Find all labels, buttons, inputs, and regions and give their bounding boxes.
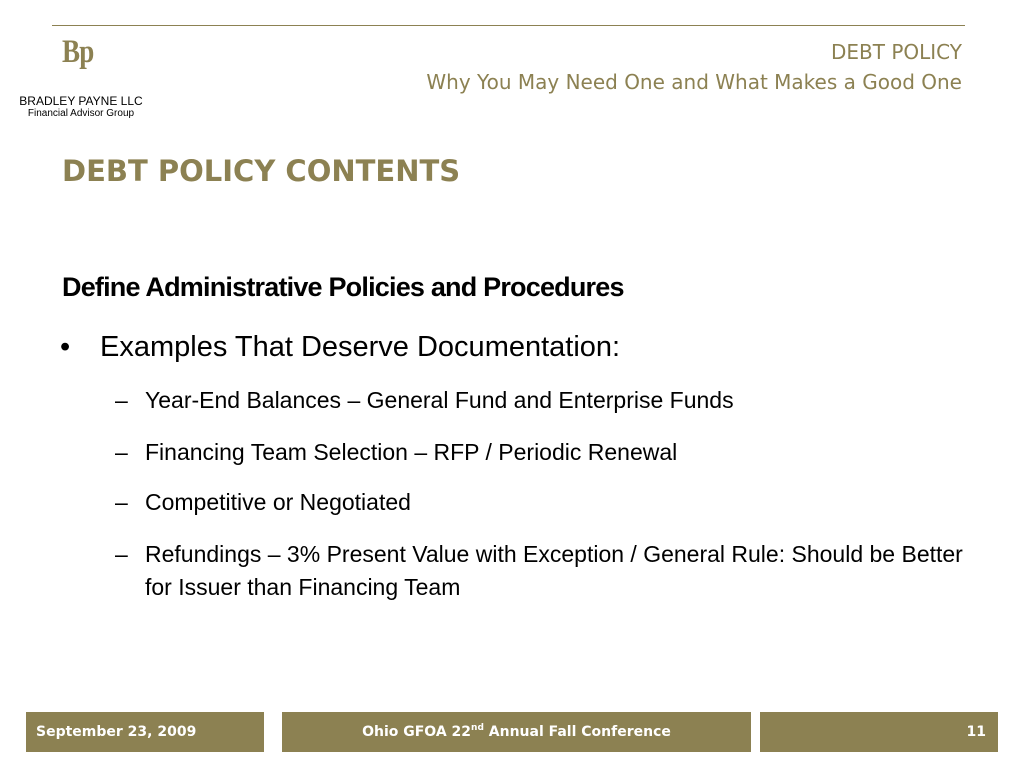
sub-item-text: Financing Team Selection – RFP / Periodic Renewal [145, 439, 678, 465]
bullet-text: Examples That Deserve Documentation: [100, 331, 621, 363]
sub-item-text: Year-End Balances – General Fund and Enterprise Funds [145, 387, 734, 413]
presentation-title: DEBT POLICY [830, 40, 962, 64]
conference-ordinal: nd [471, 723, 484, 733]
sub-list-item [115, 436, 975, 469]
footer-conference [282, 712, 751, 752]
sub-item-text: Competitive or Negotiated [145, 489, 411, 515]
bullet-icon: • [60, 331, 71, 363]
company-logo-mark: Bp [62, 34, 94, 70]
sub-item-text: Refundings – 3% Present Value with Exception / General Rule: Should be Better for Issuer than Financing Team [145, 541, 963, 600]
footer-page-number: 11 [760, 712, 998, 752]
sub-list-item [115, 538, 975, 604]
conference-name: Ohio GFOA 22 [362, 724, 472, 740]
bullet-item [60, 329, 620, 365]
presentation-subtitle: Why You May Need One and What Makes a Good One [426, 70, 962, 94]
dash-icon: – [115, 489, 128, 515]
slide-title: DEBT POLICY CONTENTS [62, 154, 461, 188]
conference-title: Annual Fall Conference [483, 724, 671, 740]
dash-icon: – [115, 541, 128, 567]
footer-date: September 23, 2009 [26, 712, 264, 752]
header-divider [52, 25, 965, 26]
sub-list-item [115, 384, 975, 417]
company-name: BRADLEY PAYNE LLC [19, 94, 143, 108]
company-tagline: Financial Advisor Group [27, 108, 135, 119]
sub-list-item [115, 486, 975, 519]
section-heading: Define Administrative Policies and Procedures [62, 272, 624, 302]
dash-icon: – [115, 439, 128, 465]
dash-icon: – [115, 387, 128, 413]
